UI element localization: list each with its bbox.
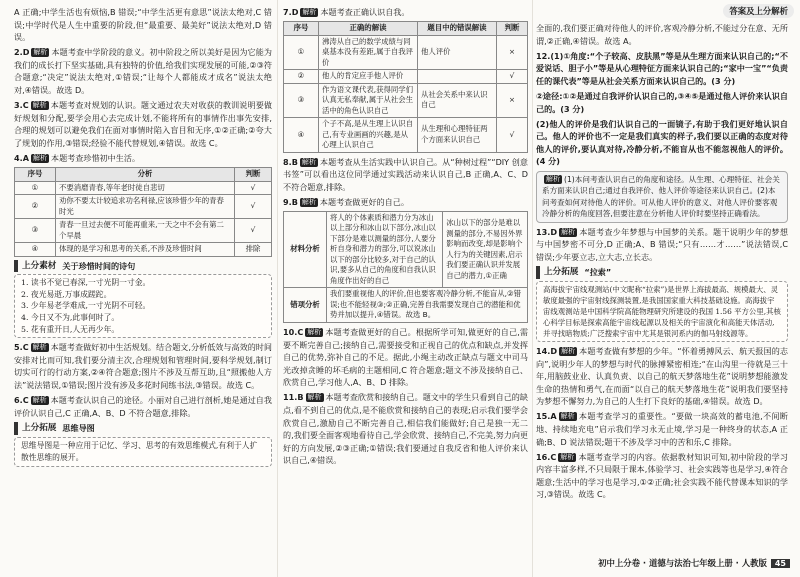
table-header: 题目中的错误解读 (418, 22, 497, 36)
table-header: 序号 (15, 168, 56, 182)
analysis-tag: 解析 (33, 48, 48, 57)
analysis-tag: 解析 (32, 101, 47, 110)
table-row: ① 沸涛从自己的数学成绩与同桌基本没有差距,属于自我评价 他人评价 × (284, 35, 528, 70)
section-title: “拉索” (584, 267, 612, 278)
table-header: 序号 (284, 22, 319, 36)
table-row: ④ 体现的是学习和思考的关系,不涉及珍惜时间 排除 (15, 243, 272, 257)
poem-line: 5. 花有重开日,人无再少年。 (21, 324, 120, 334)
analysis-tag: 解析 (307, 393, 322, 402)
answer-intro: 全面的,我们要正确对待他人的评价,客观冷静分析,不能过分在意、无所谓,②正确,④错误。故选 A。 (536, 23, 788, 46)
table-header: 正确的解读 (319, 22, 418, 36)
table-row: ② 劝你不要太计较追求功名利禄,应该珍惜少年的青春时光 √ (15, 195, 272, 219)
question-12-part: ②途径:①②是通过自我评价认识自己的,③④⑤是通过他人评价来认识自己的。(3 分) (536, 90, 788, 114)
q7-analysis-table (283, 21, 528, 153)
question-4: 4.A 解析 本题考查珍惜初中生活。 (14, 153, 141, 164)
table-header: 判断 (497, 22, 528, 36)
poem-box (14, 274, 272, 338)
answer-intro: A 正确;中学生活也有烦恼,B 错误;“中学生活更有意思”说法太绝对,C 错误;中学时代是人生中重要的阶段,但“最重要、最美好”说法太绝对,D 错误。 (14, 7, 272, 43)
question-8: 8.B 解析 本题考查从生活实践中认识自己。从“种树过程”“DIY 创意书签”可以看出这位同学通过实践活动来认识自己,B 正确,A、C、D 不符合题意,排除。 (283, 156, 528, 192)
question-2: 2.D 解析 本题考查中学阶段的意义。初中阶段之所以美好是因为它能为我们的成长打下坚实基础,具有独特的价值,给我们实现发展的可能,②③符合题意;“决定”说法太绝对,①错误;“让每个人都能成才成名”说法太绝对,④错误。故选 D。 (14, 47, 272, 96)
analysis-tag: 解析 (32, 396, 47, 405)
section-badge: 上分拓展 (14, 422, 56, 435)
analysis-tag: 解析 (561, 346, 576, 355)
column-divider (277, 0, 278, 577)
table-row: ① 不要消磨青春,等年老时徒自悲切 √ (15, 181, 272, 195)
question-3: 3.C 解析 本题考查对规划的认识。题文通过农夫对收获的教训说明要做好规划和分配,要学会用心去完成计划,不能将所有的事情作出事先安排,合理的规划可以避免我们在面对事情时陷入盲目和无序,①②正确;②夸大了规划的作用,③错误;经验不能代替规划,④错误。故选 C。 (14, 100, 272, 148)
question-5: 5.C 解析 本题考查做好初中生活规划。结合题文,分析低效与高效的时间安排对比而可知,我们要分清主次,合理规划和管理时间,要科学规划,制订切实可行的行动方案,②④符合题意;图片不涉及互帮互助,且“照搬他人方法”说法错误,①错误;图片没有涉及多花时间练书法,③错误。故选 C。 (14, 342, 272, 390)
table-row: ③ 青春一旦过去便不可能再重来,一天之中不会有第二个早晨 √ (15, 219, 272, 243)
analysis-tag: 解析 (560, 412, 575, 421)
table-row: 材料分析 将人的个体素质和潜力分为冰山以上部分和冰山以下部分,冰山以下部分是难以测量的部分,人要分析自身和潜力的部分,可以说冰山以下的部分比较多,对于自己的认识,要多从自己的角度和自我认识角度作出好的自己 冰山以下的部分是难以测量的部分,不易因外界影响而改变,却是影响个人行为的关键因素,启示我们要正确认识并发展自己的潜力,①正确 (284, 211, 528, 288)
question-11: 11.B 解析 本题考查欣赏和接纳自己。题文中的学生只看到自己的缺点,看不到自己的优点,是不能欣赏和接纳自己的表现;启示我们要学会欣赏自己,激励自己不断完善自己,相信我们能做好;自己是独一无二的,我们要全面客观地看待自己,学会欣赏、接纳自己,不完美,努力向更好的方向发展,②③正确;①错误;我们要通过自我反省和他人评价来认识自己,④错误。 (283, 392, 529, 466)
poem-line: 2. 夜光易逝,万事成蹉跎。 (21, 289, 112, 299)
analysis-tag: 解析 (302, 8, 317, 16)
section-corner-label: 答案及上分解析 (723, 4, 794, 18)
page-footer (598, 557, 790, 569)
analysis-tag: 解析 (301, 157, 316, 166)
poem-line: 4. 今日又不为,此事何时了。 (21, 313, 120, 322)
analysis-tag: 解析 (32, 154, 47, 163)
question-15: 15.A 解析 本题考查学习的重要性。“要做一块高效的蓄电池,不间断地、持续地充电”启示我们学习永无止境,学习是一种终身的状态,A 正确;B、D 说法错误;题干不涉及学习中的苦和乐,C 排除。 (536, 411, 788, 447)
poem-line: 3. 少年易老学难成,一寸光阴不可轻。 (21, 301, 151, 311)
section-title: 思维导图 (62, 423, 95, 434)
page-number: 45 (771, 559, 790, 568)
analysis-tag: 解析 (307, 327, 322, 336)
analysis-tag: 解析 (301, 197, 316, 206)
section-badge: 上分拓展 (536, 266, 578, 279)
question-10: 10.C 解析 本题考查做更好的自己。根据所学可知,做更好的自己,需要不断完善自己;接纳自己,需要接受和正视自己的优点和缺点,并发挥自己的优势,弥补自己的不足。据此,小绳主动改正缺点与题文中司马光改掉贪睡的坏毛病的主题相同,C 符合题意;题文不涉及接纳自己、欣赏自己,学习他人,A、B、D 排除。 (283, 326, 528, 388)
section-title: 关于珍惜时间的诗句 (62, 260, 136, 271)
extension-box-header (536, 266, 788, 279)
extension-box: 高海拔宇宙线观测站(中文昵称“拉索”)是世界上海拔最高、规模最大、灵敏度最强的宇宙射线探测装置,是我国国家重大科技基础设施。高海拔宇宙线观测站是中国科学院高能物理研究所建设的我国 1.56 平方公里,其核心科学目标是探索高能宇宙线起源以及相关的宇宙演化和高能天体活动,并寻找暗物质;广泛搜索宇宙中尤其是银河系内的伽马射线源等。 (536, 281, 788, 342)
question-14: 14.D 解析 本题考查做有梦想的少年。“怀着勇搏风云、航天报国的志向”,说明少年人的梦想与时代的脉搏紧密相连;“在山沟里一待就是三十年,用脑鼓业业、认真负责、以自己的航天梦落地生花”说明梦想能激发生命的热情和勇气,在而面“以自己的航天梦落地生花”说明我们要坚持为梦想不懈努力,为自己的人生打下良好的基础,④错误。故选 D。 (536, 345, 788, 407)
material-box-header (14, 260, 272, 273)
table-row: ③ 作为语文课代表,获得同学们认真无私奉献,属于从社会生活中的角色认识自己 从社会关系中来认识自己 × (284, 83, 528, 118)
table-row: ④ 个子不高,是从生理上认识自己,有专业画画的兴趣,是从心理上认识自己 从生理和心理特征两个方面来认识自己 √ (284, 118, 528, 153)
question-7: 7.D 解析 本题考查正确认识自我。 (283, 7, 410, 17)
question-13: 13.D 解析 本题考查少年梦想与中国梦的关系。题干说明少年的梦想与中国梦密不可分,D 正确;A、B 错误;“只有……才……”说法错误,C 错误;少年要立志,立大志,立长志。 (536, 226, 788, 262)
column-left (14, 6, 272, 467)
table-row: ② 他人的肯定应手他人评价 √ (284, 70, 528, 84)
column-middle (283, 6, 528, 470)
analysis-tag: 解析 (546, 174, 560, 183)
extension-box-header (14, 422, 272, 435)
question-12: 12.(1)①角度:“个子较高、皮肤黑”等是从生理方面来认识自己的;“不爱说话、胆子小”等是从心理特征方面来认识自己的;“家中一宝”“负责任的课代表”等是从社会关系方面来认识自己的。(3 分) (536, 50, 788, 86)
table-header: 分析 (56, 168, 235, 182)
analysis-tag: 解析 (32, 343, 47, 352)
question-9: 9.B 解析 本题考查做更好的自己。 (283, 196, 409, 207)
q12-analysis-box: 解析 (1)本问考查认识自己的角度和途径。从生理、心理特征、社会关系方面来认识自己;通过自我评价、他人评价等途径来认识自己。(2)本问考查如何对待他人的评价。可从他人评价的意义、对他人评价要客观冷静分析的角度回答,但要注意在分析他人评价时要坚持正确看法。 (536, 171, 788, 223)
extension-box: 思维导图是一种应用于记忆、学习、思考的有效思维模式,有利于人扩散性思维的展开。 (14, 437, 272, 467)
book-title: 初中上分卷 · 道德与法治七年级上册 · 人教版 (598, 558, 767, 568)
analysis-tag: 解析 (560, 452, 575, 461)
analysis-tag: 解析 (561, 227, 576, 236)
table-header: 判断 (235, 168, 272, 182)
question-16: 16.C 解析 本题考查学习的内容。依据教材知识可知,初中阶段的学习内容丰富多样,不只局限于课本,体验学习、社会实践等也是学习,④符合题意;生活中的学习也是学习,①②正确;社会实践不能代替课本知识的学习,③错误。故选 C。 (536, 451, 788, 500)
q4-analysis-table (14, 167, 272, 257)
table-row: 错项分析 我们要重视他人的评价,但也要客观冷静分析,不能盲从,②错误;也不能轻视③;②正确,完善自我需要发现自己的潜能和优势并加以提升,④错误。故选 B。 (284, 288, 528, 323)
poem-line: 1. 读书不觉已春深,一寸光阴一寸金。 (21, 278, 151, 288)
q9-analysis-table (283, 211, 528, 323)
question-6: 6.C 解析 本题考查认识自己的途径。小丽对自己进行剖析,她是通过自我评价认识自己,C 正确,A、B、D 不符合题意,排除。 (14, 395, 272, 418)
column-right (536, 22, 788, 504)
column-divider (532, 0, 533, 577)
question-12-part: (2)他人的评价是我们认识自己的一面镜子,有助于我们更好地认识自己。他人的评价也不一定是我们真实的样子,我们要以正确的态度对待他人的评价,要认真对待,冷静分析,不能盲从也不能忽视他人的评价。(4 分) (536, 118, 788, 167)
section-badge: 上分素材 (14, 260, 56, 273)
